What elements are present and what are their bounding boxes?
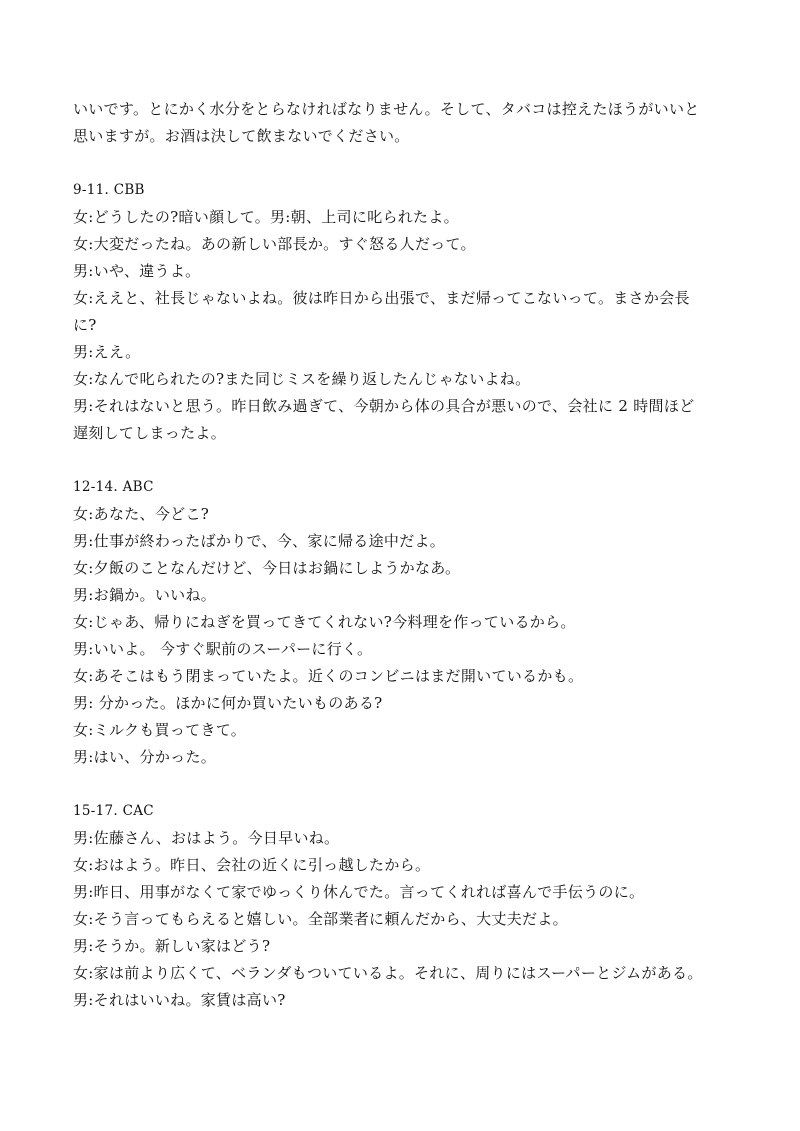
- dialogue-line: 女:おはよう。昨日、会社の近くに引っ越したから。: [73, 856, 431, 874]
- section-heading: 15-17. CAC: [73, 803, 154, 819]
- section-9-11: [73, 177, 733, 447]
- dialogue-line: 男:そうか。新しい家はどう?: [73, 937, 271, 955]
- dialogue-line: 男: 分かった。ほかに何か買いたいものある?: [73, 694, 383, 712]
- text-line: 思いますが。お酒は決して飲まないでください。: [73, 127, 410, 145]
- dialogue-line: 女:じゃあ、帰りにねぎを買ってきてくれない?今料理を作っているから。: [73, 613, 576, 631]
- spacer: [73, 771, 733, 798]
- dialogue-line: 女:ええと、社長じゃないよね。彼は昨日から出張で、まだ帰ってこないって。まさか会長: [73, 289, 690, 307]
- intro-paragraph: [73, 96, 733, 150]
- dialogue-line: 女:なんで叱られたの?また同じミスを繰り返したんじゃないよね。: [73, 370, 531, 388]
- dialogue-line: 女:あなた、今どこ?: [73, 505, 210, 523]
- dialogue-line: 女:大変だったね。あの新しい部長か。すぐ怒る人だって。: [73, 235, 476, 253]
- section-heading: 9-11. CBB: [73, 182, 145, 198]
- dialogue-line: 男:はい、分かった。: [73, 748, 217, 766]
- dialogue-line: 男:それはいいね。家賃は高い?: [73, 991, 286, 1009]
- section-heading: 12-14. ABC: [73, 479, 154, 495]
- dialogue-line: 男:お鍋か。いいね。: [73, 586, 217, 604]
- dialogue-line: 男:昨日、用事がなくて家でゆっくり休んでた。言ってくれれば喜んで手伝うのに。: [73, 883, 645, 901]
- spacer: [73, 447, 733, 474]
- dialogue-line: 男:いや、違うよ。: [73, 262, 201, 280]
- dialogue-line: 女:ミルクも買ってきて。: [73, 721, 247, 739]
- dialogue-line: 女:そう言ってもらえると嬉しい。全部業者に頼んだから、大丈夫だよ。: [73, 910, 568, 928]
- section-15-17: [73, 798, 733, 1014]
- dialogue-line: 男:それはないと思う。昨日飲み過ぎて、今朝から体の具合が悪いので、会社に 2 時間ほど: [73, 397, 695, 415]
- dialogue-line: 男:仕事が終わったばかりで、今、家に帰る途中だよ。: [73, 532, 446, 550]
- dialogue-line: 女:夕飯のことなんだけど、今日はお鍋にしようかなあ。: [73, 559, 461, 577]
- text-line: いいです。とにかく水分をとらなければなりません。そして、タバコは控えたほうがいいと: [73, 100, 700, 118]
- dialogue-line: 遅刻してしまったよ。: [73, 424, 227, 442]
- dialogue-line: 女:あそこはもう閉まっていたよ。近くのコンビニはまだ開いているかも。: [73, 667, 584, 685]
- dialogue-line: 女:家は前より広くて、ベランダもついているよ。それに、周りにはスーパーとジムがある。: [73, 964, 703, 982]
- dialogue-line: 男:佐藤さん、おはよう。今日早いね。: [73, 829, 340, 847]
- dialogue-line: 男:ええ。: [73, 343, 141, 361]
- dialogue-line: 女:どうしたの?暗い顔して。男:朝、上司に叱られたよ。: [73, 208, 459, 226]
- spacer: [73, 150, 733, 177]
- document-page: [73, 96, 733, 1014]
- dialogue-line: 男:いいよ。 今すぐ駅前のスーパーに行く。: [73, 640, 373, 658]
- dialogue-line: に?: [73, 316, 97, 334]
- section-12-14: [73, 474, 733, 771]
